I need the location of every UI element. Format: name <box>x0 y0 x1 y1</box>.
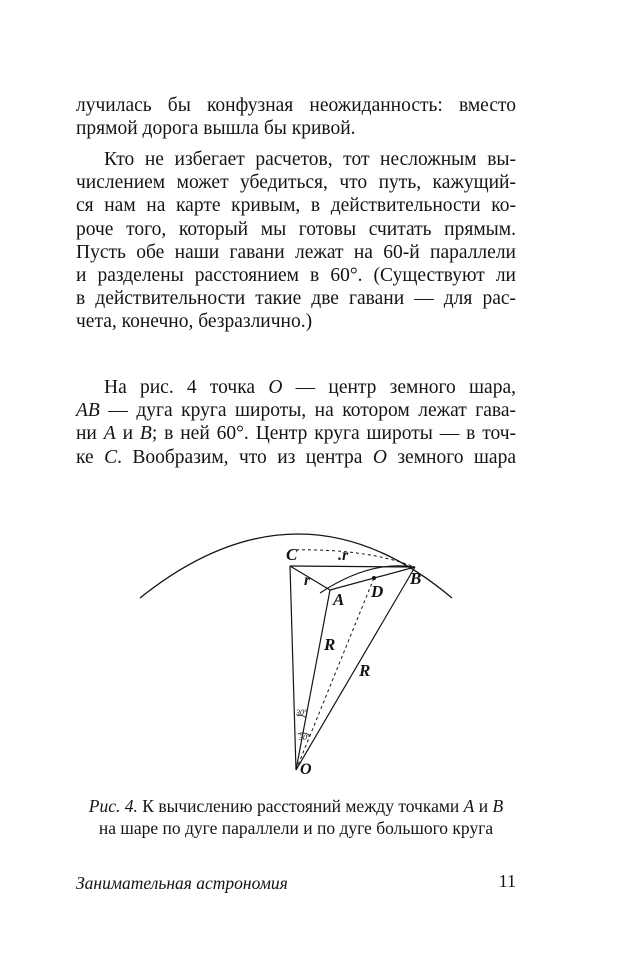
text-line: в действительности такие две гавани — для рас- <box>76 288 516 310</box>
axis-CO <box>290 566 296 770</box>
label-D: D <box>371 582 384 601</box>
text-line: числением может убедиться, что путь, кажущий- <box>76 172 516 194</box>
label-C: C <box>286 545 298 564</box>
point-B: B <box>139 423 152 445</box>
figure-caption-line-2: на шаре по дуге параллели и по дуге большого круга <box>98 818 494 838</box>
radius-R-OA <box>296 590 330 770</box>
text-line: Кто не избегает расчетов, тот несложным вы- <box>104 149 516 170</box>
text-line: и разделены расстоянием в 60°. (Существуют ли <box>76 265 516 287</box>
text-line: Пусть обе наши гавани лежат на 60-й параллели <box>76 241 516 263</box>
parallel-arc-dashed <box>290 550 415 567</box>
text-line: ся нам на карте кривым, в действительности ко- <box>76 195 516 217</box>
arc-AB: AB <box>76 400 100 422</box>
label-O: O <box>300 761 312 778</box>
text-line: лучилась бы конфузная неожиданность: вместо <box>76 95 516 116</box>
figure-4-diagram <box>120 528 500 788</box>
text-line: ке C. Вообразим, что из центра O земного шара <box>76 446 516 468</box>
text-line: AB — дуга круга широты, на котором лежат гава- <box>76 400 516 422</box>
label-R2: R <box>359 661 371 680</box>
running-footer-title: Занимательная астрономия <box>76 873 288 893</box>
text-line: На рис. 4 точка O — центр земного шара, <box>104 377 516 398</box>
paragraph-figure-intro <box>76 376 516 469</box>
paragraph-continuation <box>76 94 516 140</box>
label-angle-2: 30° <box>299 733 311 742</box>
point-C: C <box>104 446 118 468</box>
label-R1: R <box>324 635 336 654</box>
label-B: B <box>410 569 422 588</box>
label-r-left: r <box>304 572 311 589</box>
text-line: роче того, который мы готовы считать прямым. <box>76 218 516 240</box>
figure-label: Рис. 4. <box>88 796 138 816</box>
point-A: A <box>103 423 116 445</box>
paragraph-calculation <box>76 148 516 334</box>
label-A: A <box>333 590 345 609</box>
point-O: O <box>372 446 387 468</box>
page-number: 11 <box>498 871 516 891</box>
point-O: O <box>268 377 283 398</box>
label-angle-1: 30° <box>296 708 308 717</box>
text-line: ни A и B; в ней 60°. Центр круга широты — в точ- <box>76 423 517 445</box>
text-line: прямой дорога вышла бы кривой. <box>76 118 356 140</box>
radius-R-OB <box>296 567 415 770</box>
figure-caption-line-1: Рис. 4. К вычислению расстояний между точками A и B <box>88 796 504 816</box>
point-D-marker <box>372 576 376 580</box>
label-r-top: .r <box>338 547 349 564</box>
text-line: чета, конечно, безразлично.) <box>76 311 313 333</box>
